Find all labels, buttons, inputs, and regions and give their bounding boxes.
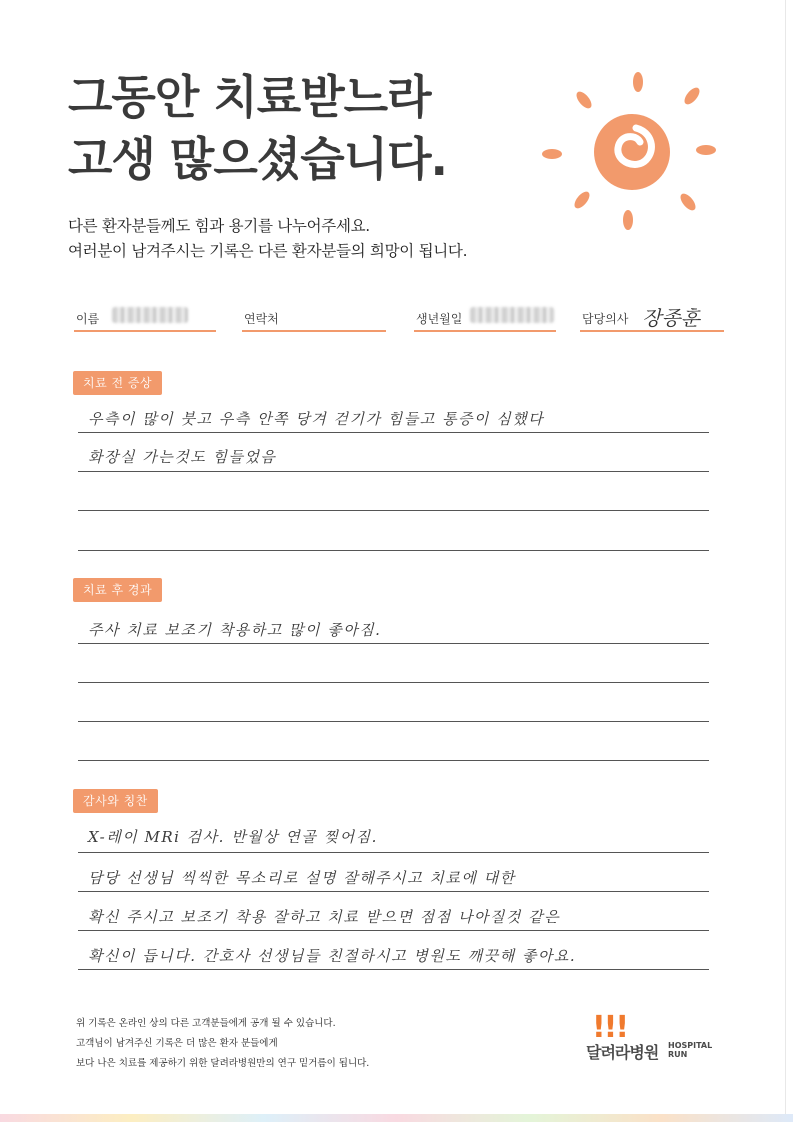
logo-korean: 달려라병원: [586, 1043, 659, 1062]
thanks-rule-1: [78, 852, 709, 853]
before-line-1: 우측이 많이 붓고 우측 안쪽 당겨 걷기가 힘들고 통증이 심했다: [88, 410, 545, 428]
thanks-line-1: X-레이 MRi 검사. 반월상 연골 찢어짐.: [88, 828, 378, 846]
footer-line-2: 고객님이 남겨주신 기록은 더 많은 환자 분들에게: [76, 1038, 278, 1049]
title-line-1: 그동안 치료받느라: [68, 70, 431, 124]
logo-english: [668, 1041, 712, 1059]
footer-notice: [76, 1014, 369, 1074]
thanks-rule-4: [78, 969, 709, 970]
before-rule-2: [78, 471, 709, 472]
after-line-1: 주사 치료 보조기 착용하고 많이 좋아짐.: [88, 621, 382, 639]
thanks-line-4: 확신이 듭니다. 간호사 선생님들 친절하시고 병원도 깨끗해 좋아요.: [88, 947, 577, 965]
after-rule-4: [78, 760, 709, 761]
birthdate-label: 생년월일: [416, 312, 463, 326]
scan-strip: [0, 1114, 793, 1122]
thanks-rule-2: [78, 891, 709, 892]
section-after-label: 치료 후 경과: [73, 578, 162, 602]
title-line-2: 고생 많으셨습니다.: [68, 132, 447, 186]
logo-english-1: HOSPITAL: [668, 1041, 713, 1050]
name-redacted: [112, 307, 188, 323]
thanks-line-2: 담당 선생님 씩씩한 목소리로 설명 잘해주시고 치료에 대한: [88, 869, 516, 887]
intro-text: [68, 214, 467, 264]
thanks-line-3: 확신 주시고 보조기 착용 잘하고 치료 받으면 점점 나아질것 같은: [88, 908, 561, 926]
doctor-label: 담당의사: [582, 312, 629, 326]
birthdate-redacted: [470, 307, 554, 323]
doctor-name: 장종훈: [642, 306, 700, 330]
before-rule-4: [78, 550, 709, 551]
footer-line-1: 위 기록은 온라인 상의 다른 고객분들에게 공개 될 수 있습니다.: [76, 1018, 336, 1029]
section-before-label: 치료 전 증상: [73, 371, 162, 395]
before-rule-1: [78, 432, 709, 433]
hospital-logo: [586, 1010, 726, 1072]
after-rule-2: [78, 682, 709, 683]
after-rule-3: [78, 721, 709, 722]
birthdate-field[interactable]: [414, 304, 556, 332]
before-rule-3: [78, 510, 709, 511]
contact-label: 연락처: [244, 312, 279, 326]
contact-field[interactable]: [242, 304, 386, 332]
thanks-rule-3: [78, 930, 709, 931]
before-line-2: 화장실 가는것도 힘들었음: [88, 448, 277, 466]
footer-line-3: 보다 나은 치료를 제공하기 위한 달려라병원만의 연구 밑거름이 됩니다.: [76, 1058, 370, 1069]
after-rule-1: [78, 643, 709, 644]
logo-english-2: RUN: [668, 1050, 688, 1059]
logo-mark: !!!: [592, 1010, 628, 1045]
name-label: 이름: [76, 312, 100, 326]
name-field[interactable]: [74, 304, 216, 332]
intro-line-2: 여러분이 남겨주시는 기록은 다른 환자분들의 희망이 됩니다.: [68, 242, 468, 260]
scan-edge: [785, 0, 786, 1114]
doctor-field[interactable]: [580, 304, 724, 332]
section-thanks-label: 감사와 칭찬: [73, 789, 158, 813]
intro-line-1: 다른 환자분들께도 힘과 용기를 나누어주세요.: [68, 217, 370, 235]
sun-icon: [540, 70, 720, 230]
page-title: [68, 66, 447, 190]
